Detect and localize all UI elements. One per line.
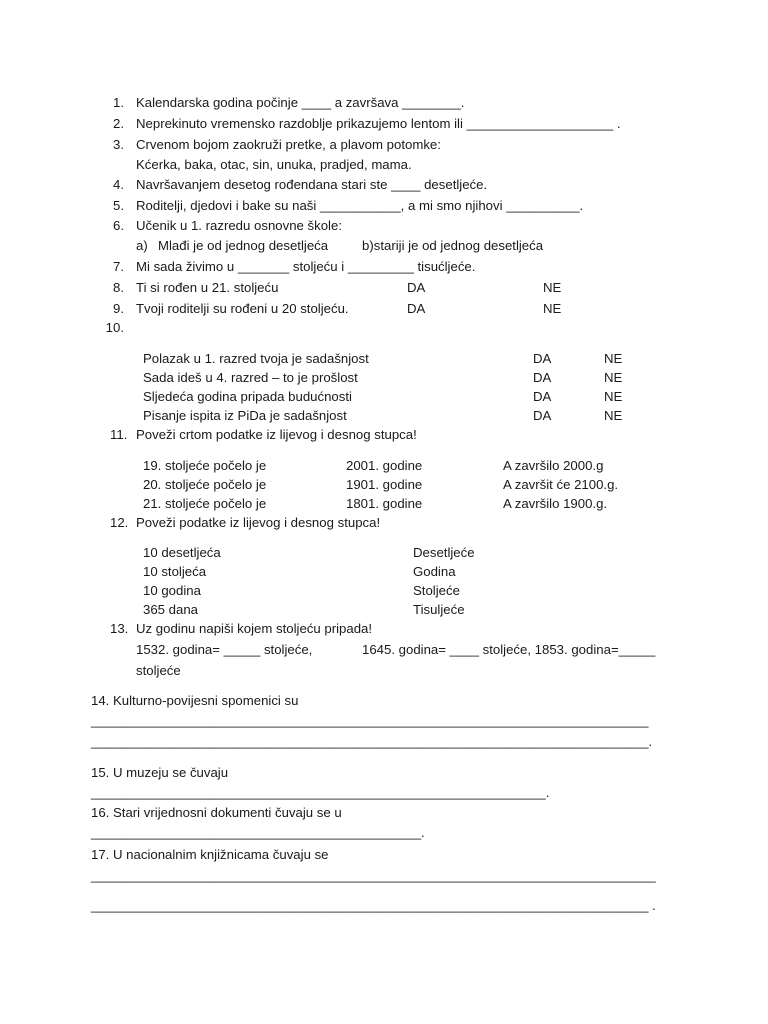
q2-text: Neprekinuto vremensko razdoblje prikazujemo lentom ili ____________________ . (136, 116, 621, 131)
q13-number: 13. (110, 621, 129, 636)
q17-answer-line: _____________________________________________________________________________ (91, 868, 656, 883)
q7-number: 7. (113, 259, 124, 274)
q8-number: 8. (113, 280, 124, 295)
q9-ne: NE (543, 301, 562, 316)
q11-left-item: 20. stoljeće počelo je (143, 477, 267, 492)
q4-number: 4. (113, 177, 124, 192)
q4-text: Navršavanjem desetog rođendana stari ste ____ desetljeće. (136, 177, 488, 192)
q1-number: 1. (113, 95, 124, 110)
q11-middle-item: 1801. godine (346, 496, 423, 511)
q14-text: 14. Kulturno-povijesni spomenici su (91, 693, 299, 708)
q7-text: Mi sada živimo u _______ stoljeću i _________ tisućljeće. (136, 259, 476, 274)
q15-answer-line: ______________________________________________________________. (91, 785, 550, 800)
q3-number: 3. (113, 137, 124, 152)
q16-answer-line: _____________________________________________. (91, 825, 425, 840)
q10-row-text: Sljedeća godina pripada budućnosti (143, 389, 352, 404)
q1-text: Kalendarska godina počinje ____ a završava ________. (136, 95, 465, 110)
q10-row-da: DA (533, 370, 552, 385)
q6-option-a-label: a) (136, 238, 148, 253)
q10-row-ne: NE (604, 408, 623, 423)
q6-number: 6. (113, 218, 124, 233)
q12-left-item: 10 godina (143, 583, 201, 598)
q6-option-b: b)stariji je od jednog desetljeća (362, 238, 544, 253)
q12-number: 12. (110, 515, 129, 530)
q12-left-item: 10 desetljeća (143, 545, 221, 560)
q6-text: Učenik u 1. razredu osnovne škole: (136, 218, 342, 233)
q12-left-item: 365 dana (143, 602, 199, 617)
q13-year-1645-1853: 1645. godina= ____ stoljeće, 1853. godina=_____ (362, 642, 656, 657)
q14-answer-line: ____________________________________________________________________________ (91, 713, 649, 728)
q10-row-ne: NE (604, 351, 623, 366)
q3-word-list: Kćerka, baka, otac, sin, unuka, pradjed, mama. (136, 157, 412, 172)
q15-text: 15. U muzeju se čuvaju (91, 765, 229, 780)
q8-da: DA (407, 280, 426, 295)
q9-number: 9. (113, 301, 124, 316)
q12-left-item: 10 stoljeća (143, 564, 207, 579)
q12-text: Poveži podatke iz lijevog i desnog stupca! (136, 515, 381, 530)
q12-right-item: Godina (413, 564, 456, 579)
q11-left-item: 19. stoljeće počelo je (143, 458, 267, 473)
q5-number: 5. (113, 198, 124, 213)
q16-text: 16. Stari vrijednosni dokumenti čuvaju se u (91, 805, 342, 820)
q10-number: 10. (105, 320, 124, 335)
q11-middle-item: 1901. godine (346, 477, 423, 492)
q10-row-da: DA (533, 351, 552, 366)
q11-text: Poveži crtom podatke iz lijevog i desnog stupca! (136, 427, 417, 442)
q8-text: Ti si rođen u 21. stoljeću (136, 280, 279, 295)
q12-right-item: Tisuljeće (413, 602, 465, 617)
q17-answer-line: ____________________________________________________________________________ . (91, 898, 656, 913)
q8-ne: NE (543, 280, 562, 295)
q6-option-a: Mlađi je od jednog desetljeća (158, 238, 329, 253)
q11-right-item: A završit će 2100.g. (503, 477, 619, 492)
q12-right-item: Desetljeće (413, 545, 475, 560)
q11-right-item: A završilo 1900.g. (503, 496, 608, 511)
q13-continuation: stoljeće (136, 663, 181, 678)
q10-row-text: Pisanje ispita iz PiDa je sadašnjost (143, 408, 347, 423)
q14-answer-line: ____________________________________________________________________________. (91, 734, 653, 749)
q10-row-text: Sada ideš u 4. razred – to je prošlost (143, 370, 358, 385)
q11-right-item: A završilo 2000.g (503, 458, 604, 473)
q10-row-da: DA (533, 408, 552, 423)
q10-row-text: Polazak u 1. razred tvoja je sadašnjost (143, 351, 369, 366)
q17-text: 17. U nacionalnim knjižnicama čuvaju se (91, 847, 329, 862)
q3-text: Crvenom bojom zaokruži pretke, a plavom potomke: (136, 137, 441, 152)
q10-row-ne: NE (604, 370, 623, 385)
q2-number: 2. (113, 116, 124, 131)
q12-right-item: Stoljeće (413, 583, 460, 598)
q10-row-da: DA (533, 389, 552, 404)
q10-row-ne: NE (604, 389, 623, 404)
q13-year-1532: 1532. godina= _____ stoljeće, (136, 642, 313, 657)
q11-left-item: 21. stoljeće počelo je (143, 496, 267, 511)
q9-text: Tvoji roditelji su rođeni u 20 stoljeću. (136, 301, 349, 316)
q13-text: Uz godinu napiši kojem stoljeću pripada! (136, 621, 373, 636)
q5-text: Roditelji, djedovi i bake su naši ___________, a mi smo njihovi __________. (136, 198, 584, 213)
q9-da: DA (407, 301, 426, 316)
q11-middle-item: 2001. godine (346, 458, 423, 473)
q11-number: 11. (110, 427, 128, 442)
